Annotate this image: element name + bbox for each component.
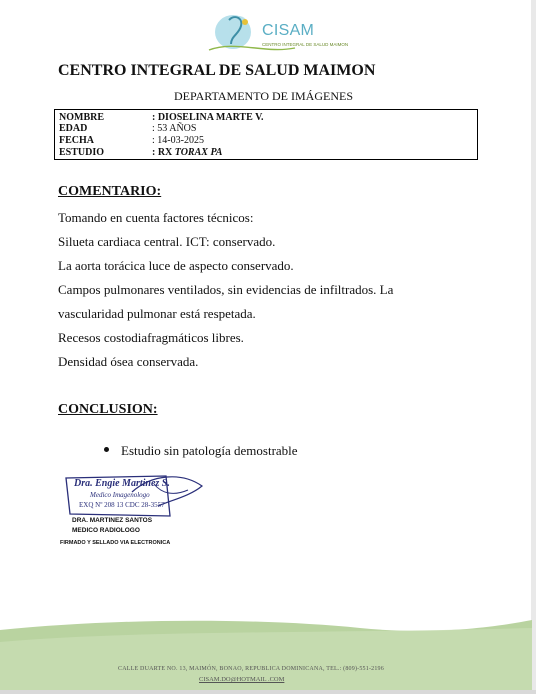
- comment-heading: COMENTARIO:: [58, 184, 162, 199]
- stamp-exq: EXQ Nº 208 13 CDC 28-3557: [79, 501, 165, 509]
- bullet-icon: [104, 447, 109, 452]
- signature-note: FIRMADO Y SELLADO VIA ELECTRONICA: [60, 540, 171, 546]
- comment-line: Densidad ósea conservada.: [58, 354, 199, 369]
- conclusion-item: Estudio sin patología demostrable: [121, 443, 298, 458]
- date-value: : 14-03-2025: [152, 135, 204, 146]
- study-value: [152, 147, 222, 158]
- logo-text: CISAM: [262, 22, 315, 39]
- name-label: NOMBRE: [59, 112, 104, 123]
- comment-line: Tomando en cuenta factores técnicos:: [58, 210, 254, 225]
- page-edge-bottom: [0, 690, 536, 694]
- stamp-name: Dra. Engie Martinez S.: [74, 478, 170, 489]
- comment-line: Campos pulmonares ventilados, sin evidencias de infiltrados. La: [58, 282, 394, 297]
- conclusion-heading: CONCLUSION:: [58, 402, 158, 417]
- study-label: ESTUDIO: [59, 147, 105, 158]
- comment-line: Silueta cardiaca central. ICT: conservado.: [58, 234, 276, 249]
- name-value: : DIOSELINA MARTE V.: [152, 112, 264, 123]
- department-title: DEPARTAMENTO DE IMÁGENES: [174, 89, 353, 103]
- comment-line: vascularidad pulmonar está respetada.: [58, 306, 256, 321]
- page-edge-right: [531, 0, 536, 694]
- stamp-role: Medico Imagenologo: [90, 491, 150, 499]
- study-name: TORAX PA: [174, 147, 223, 158]
- comment-line: Recesos costodiafragmáticos libres.: [58, 330, 244, 345]
- study-prefix: : RX: [152, 147, 175, 158]
- age-value: : 53 AÑOS: [152, 123, 197, 134]
- age-label: EDAD: [59, 123, 88, 134]
- patient-info-box: [54, 109, 478, 160]
- doctor-name: DRA. MARTINEZ SANTOS: [72, 517, 153, 524]
- org-title: CENTRO INTEGRAL DE SALUD MAIMON: [58, 62, 376, 79]
- logo-subtitle: CENTRO INTEGRAL DE SALUD MAIMON: [262, 42, 349, 47]
- comment-line: La aorta torácica luce de aspecto conservado.: [58, 258, 294, 273]
- footer-address: CALLE DUARTE NO. 13, MAIMÓN, BONAO, REPUBLICA DOMINICANA, TEL.: (809)-551-2196: [118, 666, 384, 672]
- doctor-title: MEDICO RADIOLOGO: [72, 527, 140, 534]
- date-label: FECHA: [59, 135, 94, 146]
- footer-email: CISAM.DO@HOTMAIL .COM: [199, 676, 285, 683]
